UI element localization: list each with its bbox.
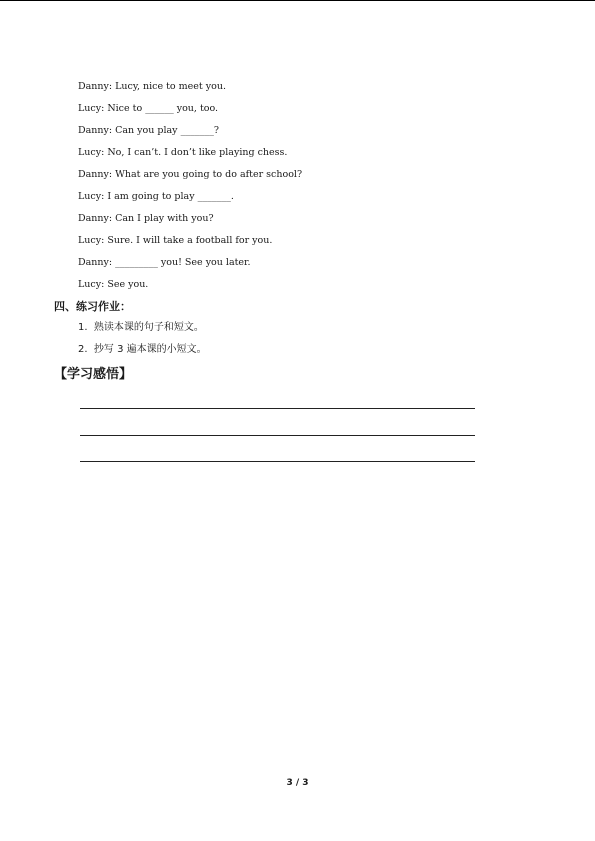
dialogue-line: Danny: Lucy, nice to meet you. [78,81,226,92]
dialogue-line: Danny: What are you going to do after school? [78,169,303,180]
writing-line [80,461,475,462]
header-rule [0,0,595,1]
dialogue-line: Lucy: I am going to play _______. [78,191,234,202]
writing-line [80,435,475,436]
homework-list [78,320,207,364]
reflection-title: 【学习感悟】 [54,367,133,382]
dialogue-line: Lucy: Nice to ______ you, too. [78,103,219,114]
dialogue-line: Danny: _________ you! See you later. [78,257,251,268]
homework-item: 2. 抄写 3 遍本课的小短文。 [78,344,207,355]
page-number: 3 / 3 [286,778,309,788]
dialogue-line: Lucy: See you. [78,279,149,290]
dialogue-line: Danny: Can I play with you? [78,213,214,224]
homework-heading: 四、练习作业： [54,300,131,313]
dialogue-line: Lucy: No, I can’t. I don’t like playing chess. [78,147,288,158]
homework-item: 1. 熟读本课的句子和短文。 [78,322,204,333]
dialogue-block [78,79,498,299]
writing-line [80,408,475,409]
dialogue-line: Danny: Can you play _______? [78,125,219,136]
dialogue-line: Lucy: Sure. I will take a football for you. [78,235,273,246]
